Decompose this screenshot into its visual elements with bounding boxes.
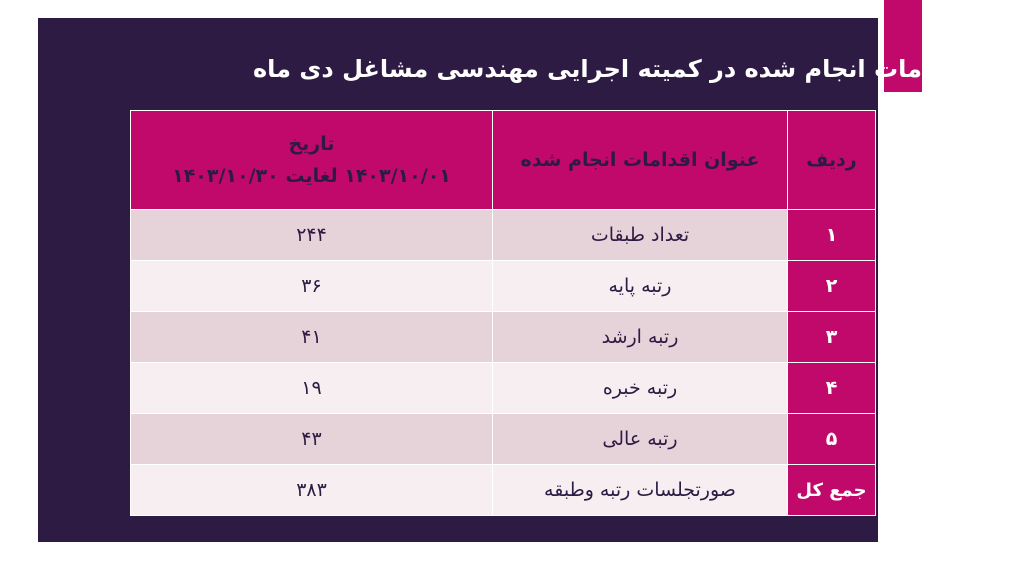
table-row bbox=[131, 261, 876, 312]
table-header bbox=[131, 111, 876, 210]
cell-action-title: رتبه عالی bbox=[493, 414, 788, 465]
actions-table bbox=[130, 110, 876, 516]
column-header-date-line1: تاریخ bbox=[288, 132, 335, 155]
slide-title: اقدامات انجام شده در کمیته اجرایی مهندسی مشاغل دی ماه ۱۴۰۳ bbox=[253, 55, 968, 118]
table-row-total bbox=[131, 465, 876, 516]
cell-action-title: رتبه ارشد bbox=[493, 312, 788, 363]
cell-action-title: تعداد طبقات bbox=[493, 210, 788, 261]
cell-radif: ۵ bbox=[788, 414, 876, 465]
cell-total-label: جمع کل bbox=[788, 465, 876, 516]
cell-count: ۳۶ bbox=[131, 261, 493, 312]
column-header-radif: ردیف bbox=[788, 111, 876, 210]
column-header-date bbox=[131, 111, 493, 210]
cell-count: ۱۹ bbox=[131, 363, 493, 414]
column-header-action-title: عنوان اقدامات انجام شده bbox=[493, 111, 788, 210]
table-row bbox=[131, 363, 876, 414]
table-row bbox=[131, 210, 876, 261]
table-header-row bbox=[131, 111, 876, 210]
cell-radif: ۱ bbox=[788, 210, 876, 261]
cell-action-title: رتبه خبره bbox=[493, 363, 788, 414]
cell-radif: ۴ bbox=[788, 363, 876, 414]
cell-total-count: ۳۸۳ bbox=[131, 465, 493, 516]
column-header-date-line2: ۱۴۰۳/۱۰/۰۱ لغایت ۱۴۰۳/۱۰/۳۰ bbox=[172, 165, 451, 187]
cell-count: ۲۴۴ bbox=[131, 210, 493, 261]
cell-radif: ۲ bbox=[788, 261, 876, 312]
cell-count: ۴۱ bbox=[131, 312, 493, 363]
cell-action-title: رتبه پایه bbox=[493, 261, 788, 312]
cell-count: ۴۳ bbox=[131, 414, 493, 465]
table-row bbox=[131, 312, 876, 363]
table-row bbox=[131, 414, 876, 465]
cell-action-title: صورتجلسات رتبه وطبقه bbox=[493, 465, 788, 516]
cell-radif: ۳ bbox=[788, 312, 876, 363]
table-body bbox=[131, 210, 876, 516]
